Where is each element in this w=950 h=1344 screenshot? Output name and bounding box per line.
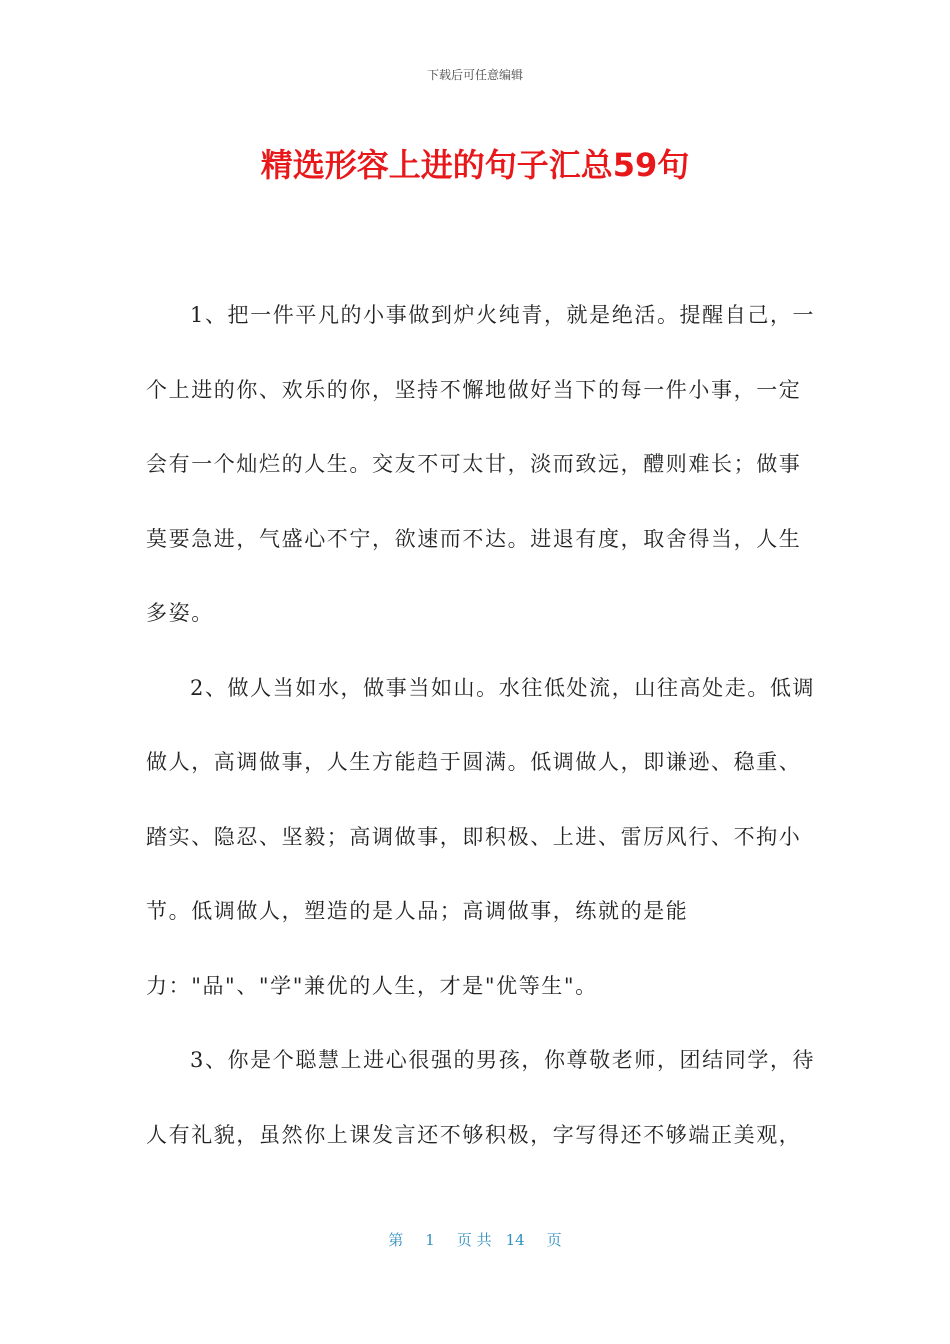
page-footer [0,1229,950,1250]
paragraph-line: 3、你是个聪慧上进心很强的男孩，你尊敬老师，团结同学，待 [190,1048,816,1072]
paragraph-line: 会有一个灿烂的人生。交友不可太甘，淡而致远，醴则难长；做事 [146,452,802,476]
paragraph-line: 个上进的你、欢乐的你，坚持不懈地做好当下的每一件小事，一定 [146,377,802,402]
paragraph-line: 节。低调做人，塑造的是人品；高调做事，练就的是能 [146,899,689,923]
paragraph-3 [146,1023,816,1172]
paragraph-line: 莫要急进，气盛心不宁，欲速而不达。进退有度，取舍得当，人生 [146,526,802,551]
footer-current-page: 1 [425,1231,435,1249]
document-title: 精选形容上进的句子汇总59句 [260,146,690,184]
paragraph-2 [146,651,816,1024]
paragraph-line: 做人，高调做事，人生方能趋于圆满。低调做人，即谦逊、稳重、 [146,750,802,774]
footer-pages-label: 页 [546,1231,562,1249]
paragraph-line: 人有礼貌，虽然你上课发言还不够积极，字写得还不够端正美观， [146,1122,802,1147]
footer-page-label: 第 [388,1231,404,1249]
paragraph-line: 多姿。 [146,601,214,625]
paragraph-line: 踏实、隐忍、坚毅；高调做事，即积极、上进、雷厉风行、不拘小 [146,824,802,849]
document-body [146,278,816,1172]
header-note: 下载后可任意编辑 [426,68,523,82]
footer-total-pages: 14 [505,1231,525,1249]
paragraph-line: 力："品"、"学"兼优的人生，才是"优等生"。 [146,973,598,998]
paragraph-line: 1、把一件平凡的小事做到炉火纯青，就是绝活。提醒自己，一 [190,303,816,327]
footer-of-label: 页 共 [456,1231,492,1249]
paragraph-line: 2、做人当如水，做事当如山。水往低处流，山往高处走。低调 [190,675,816,700]
paragraph-1 [146,278,816,651]
